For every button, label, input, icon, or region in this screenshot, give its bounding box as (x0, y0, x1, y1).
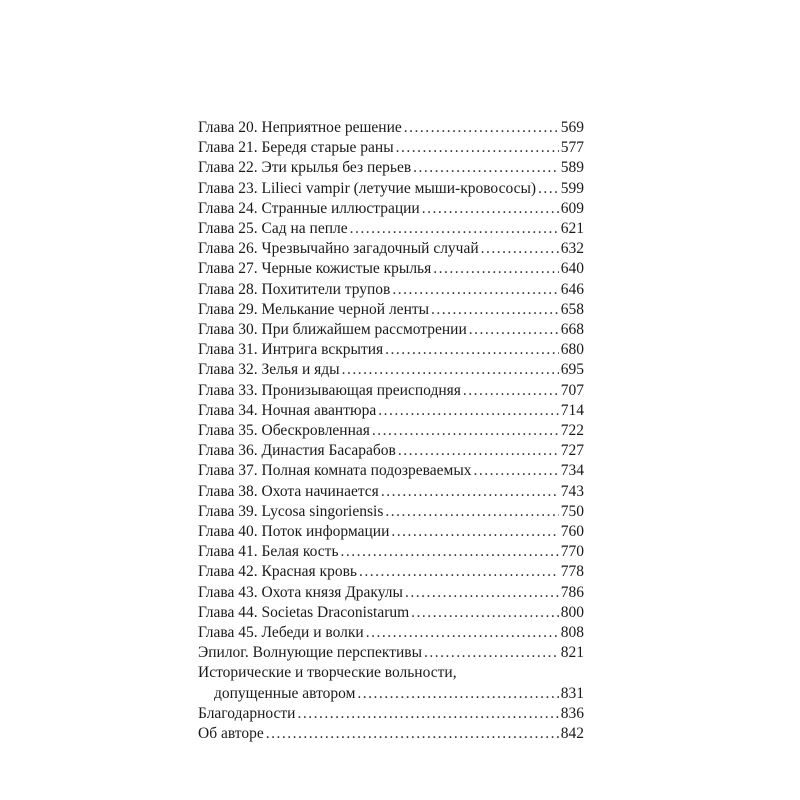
toc-entry-historical-line1: Исторические и творческие вольности, (198, 664, 457, 682)
toc-entry-page: 842 (560, 725, 584, 743)
toc-entry-page: 707 (560, 381, 584, 399)
toc-entry-page: 714 (560, 401, 584, 419)
toc-entry-title: Глава 23. Lilieci vampir (летучие мыши-кровососы) (198, 179, 537, 197)
toc-dot-leader (422, 199, 559, 219)
toc-dot-leader (391, 522, 558, 542)
toc-entry-title: Глава 22. Эти крылья без перьев (198, 159, 412, 177)
toc-entry (198, 542, 584, 562)
toc-entry-page: 680 (560, 341, 584, 359)
toc-entry (198, 643, 584, 663)
toc-entry-page: 569 (560, 119, 584, 136)
toc-dot-leader (463, 381, 559, 401)
toc-entry (198, 118, 584, 138)
toc-entry-title: Глава 39. Lycosa singoriensis (198, 502, 384, 520)
toc-entry (198, 179, 584, 199)
toc-dot-leader (381, 482, 559, 502)
toc-dot-leader (404, 118, 559, 138)
toc-tail-entries (198, 704, 584, 744)
toc-dot-leader (342, 360, 559, 380)
toc-entry-page: 577 (560, 139, 584, 157)
toc-entry-title: Глава 41. Белая кость (198, 543, 339, 561)
toc-entry-title: Глава 33. Пронизывающая преисподняя (198, 381, 461, 399)
toc-entry-page: 800 (560, 603, 584, 621)
toc-entry-page: 821 (560, 644, 584, 662)
toc-entry-title: Глава 28. Похитители трупов (198, 280, 391, 298)
toc-entry (198, 259, 584, 279)
toc-entry (198, 401, 584, 421)
toc-entry-title: Глава 36. Династия Басарабов (198, 442, 396, 460)
toc-entry-page: 786 (560, 583, 584, 601)
toc-dot-leader (297, 704, 558, 724)
toc-entry-title: Глава 27. Черные кожистые крылья (198, 260, 432, 278)
toc-entry-page: 760 (560, 523, 584, 541)
toc-entry (198, 421, 584, 441)
toc-entry-page: 727 (560, 442, 584, 460)
toc-entry-title: Глава 26. Чрезвычайно загадочный случай (198, 240, 479, 258)
toc-entry-page: 668 (560, 321, 584, 339)
toc-entry-title: допущенные автором (214, 684, 356, 702)
toc-dot-leader (405, 583, 559, 603)
toc-entry (198, 219, 584, 239)
toc-dot-leader (538, 179, 559, 199)
toc-entry-title: Об авторе (198, 725, 264, 743)
toc-dot-leader (398, 441, 559, 461)
toc-entry-title: Глава 34. Ночная авантюра (198, 401, 377, 419)
toc-dot-leader (474, 461, 559, 481)
toc-entry (198, 138, 584, 158)
toc-entry-page: 831 (560, 684, 584, 702)
toc-entry-title: Глава 35. Обескровленная (198, 422, 370, 440)
toc-entry (198, 340, 584, 360)
toc-entry (198, 441, 584, 461)
toc-entry-page: 695 (560, 361, 584, 379)
toc-dot-leader (266, 724, 559, 744)
toc-entry-title: Глава 21. Бередя старые раны (198, 139, 394, 157)
toc-entry-title: Глава 24. Странные иллюстрации (198, 199, 420, 217)
toc-entry-title: Благодарности (198, 704, 296, 722)
toc-entry-title: Глава 32. Зелья и яды (198, 361, 340, 379)
toc-dot-leader (372, 421, 559, 441)
toc-entry (198, 502, 584, 522)
toc-entry-page: 589 (560, 159, 584, 177)
toc-entry (198, 320, 584, 340)
toc-dot-leader (350, 219, 559, 239)
toc-dot-leader (411, 603, 559, 623)
toc-entry-page: 599 (560, 179, 584, 197)
toc-dot-leader (396, 138, 559, 158)
toc-dot-leader (341, 542, 559, 562)
toc-entries (198, 118, 584, 663)
toc-entry-title: Глава 20. Неприятное решение (198, 119, 402, 136)
toc-entry-title: Глава 37. Полная комната подозреваемых (198, 462, 472, 480)
toc-entry-historical (198, 684, 584, 704)
toc-entry-page: 722 (560, 422, 584, 440)
toc-entry-page: 734 (560, 462, 584, 480)
toc-dot-leader (424, 643, 559, 663)
toc-entry-page: 632 (560, 240, 584, 258)
toc-entry (198, 381, 584, 401)
toc-entry (198, 199, 584, 219)
toc-dot-leader (392, 280, 558, 300)
toc-entry-title: Глава 30. При ближайшем рассмотрении (198, 321, 467, 339)
toc-entry (198, 158, 584, 178)
toc-dot-leader (431, 300, 559, 320)
toc-entry-page: 658 (560, 300, 584, 318)
toc-entry-page: 621 (560, 220, 584, 238)
toc-entry-title: Глава 29. Мелькание черной ленты (198, 300, 430, 318)
toc-dot-leader (481, 239, 559, 259)
toc-entry (198, 623, 584, 643)
toc-entry (198, 603, 584, 623)
toc-entry (198, 239, 584, 259)
toc-entry-page: 609 (560, 199, 584, 217)
toc-entry-title: Глава 42. Красная кровь (198, 563, 357, 581)
toc-entry (198, 562, 584, 582)
toc-entry-title: Глава 44. Societas Draconistarum (198, 603, 410, 621)
toc-dot-leader (469, 320, 559, 340)
toc-dot-leader (433, 259, 558, 279)
toc-entry-title: Глава 31. Интрига вскрытия (198, 341, 384, 359)
toc-entry-title: Эпилог. Волнующие перспективы (198, 644, 423, 662)
toc-entry-page: 836 (560, 704, 584, 722)
toc-entry (198, 724, 584, 744)
toc-entry-page: 778 (560, 563, 584, 581)
toc-entry (198, 482, 584, 502)
toc-dot-leader (385, 340, 559, 360)
toc-entry-title: Глава 25. Сад на пепле (198, 220, 348, 238)
toc-dot-leader (413, 158, 559, 178)
toc-entry-page: 750 (560, 502, 584, 520)
toc-entry-page: 743 (560, 482, 584, 500)
toc-entry-page: 770 (560, 543, 584, 561)
toc-entry (198, 704, 584, 724)
toc-entry-title: Глава 40. Поток информации (198, 523, 390, 541)
toc-entry (198, 280, 584, 300)
toc-entry-title: Глава 38. Охота начинается (198, 482, 379, 500)
toc-entry (198, 522, 584, 542)
toc-entry-page: 640 (560, 260, 584, 278)
toc-entry-page: 808 (560, 624, 584, 642)
toc-dot-leader (366, 623, 559, 643)
table-of-contents (198, 118, 584, 744)
toc-entry (198, 360, 584, 380)
toc-dot-leader (385, 502, 558, 522)
toc-entry-page: 646 (560, 280, 584, 298)
toc-dot-leader (357, 684, 558, 704)
toc-dot-leader (378, 401, 559, 421)
toc-entry (198, 300, 584, 320)
toc-entry-title: Глава 43. Охота князя Дракулы (198, 583, 403, 601)
toc-entry (198, 461, 584, 481)
toc-dot-leader (359, 562, 559, 582)
toc-entry-title: Глава 45. Лебеди и волки (198, 624, 364, 642)
toc-entry (198, 583, 584, 603)
